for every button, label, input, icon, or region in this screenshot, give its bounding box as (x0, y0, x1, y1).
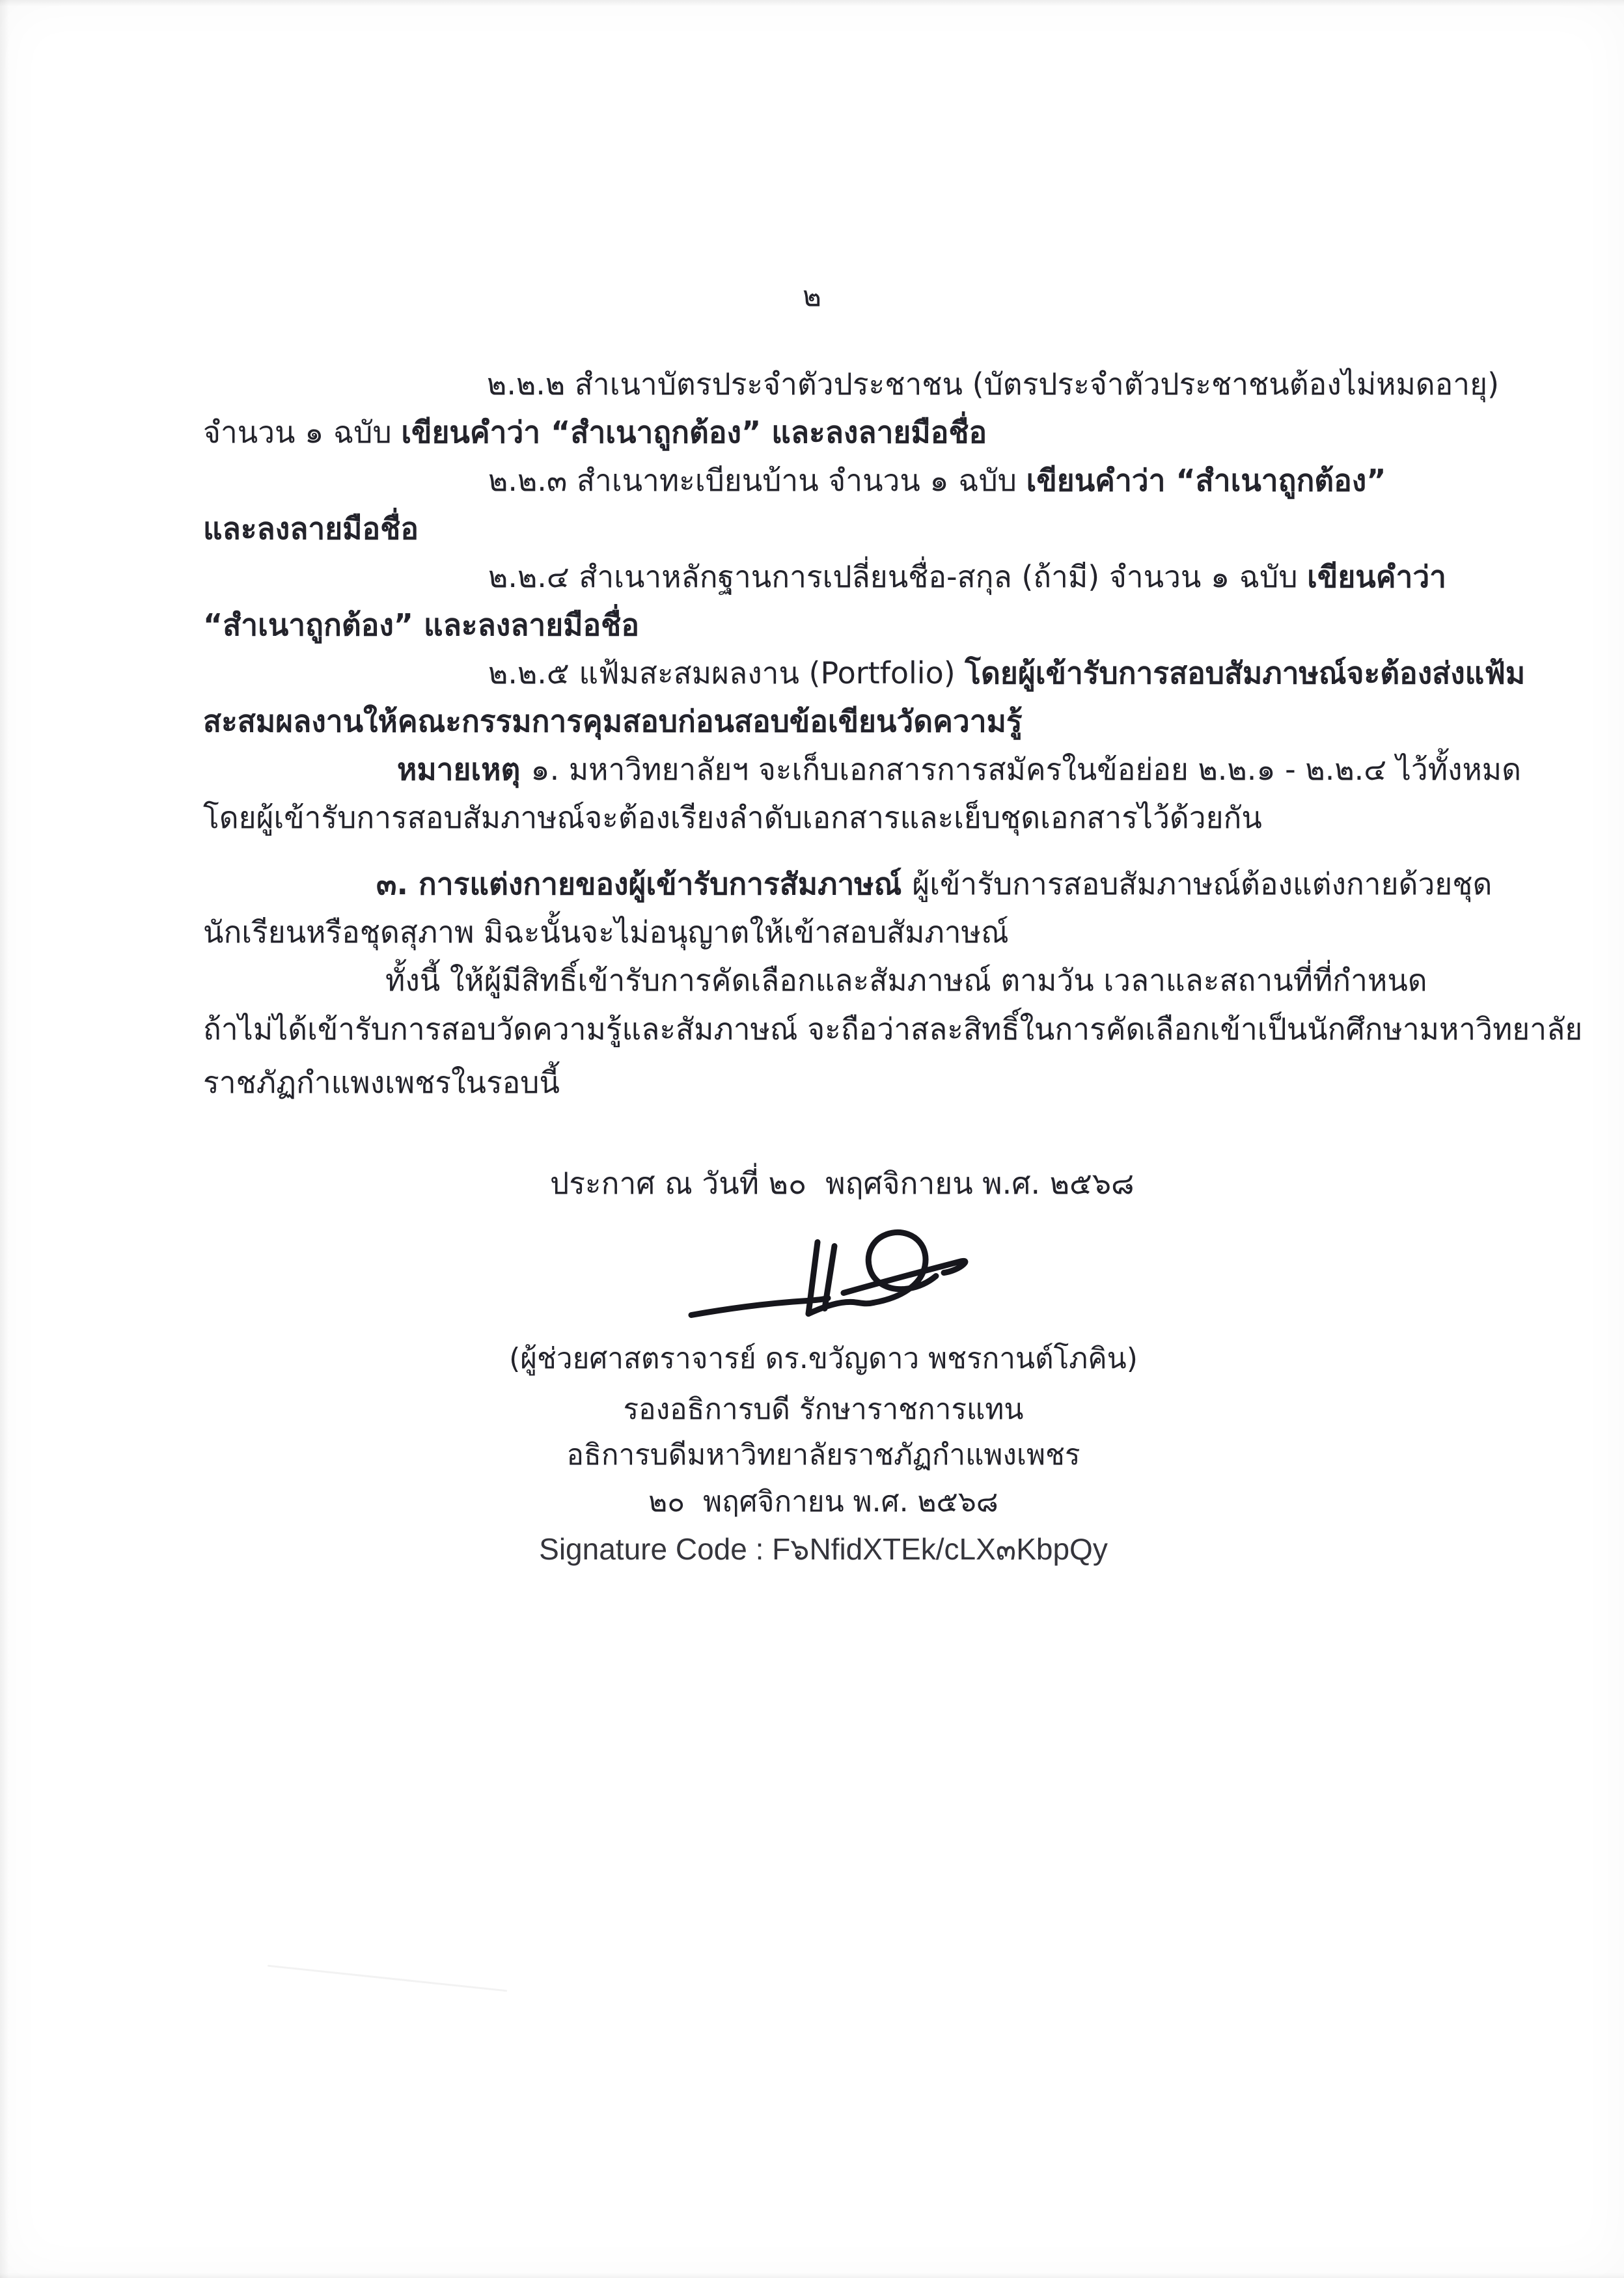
paper-crease-mark (268, 1965, 507, 1992)
text-segment-bold: ๓. การแต่งกายของผู้เข้ารับการสัมภาษณ์ (376, 866, 913, 901)
text-segment-bold: เขียนคำว่า “สำเนาถูกต้อง” (1026, 463, 1386, 498)
promulgation-date-line: ประกาศ ณ วันที่ ๒๐ พฤศจิกายน พ.ศ. ๒๕๖๘ (550, 1166, 1135, 1201)
doc-line-note (397, 751, 1521, 788)
text-segment: ผู้เข้ารับการสอบสัมภาษณ์ต้องแต่งกายด้วยชุด (912, 866, 1493, 901)
doc-line (203, 914, 1009, 950)
text-segment: โดยผู้เข้ารับการสอบสัมภาษณ์จะต้องเรียงลำดับเอกสารและเย็บชุดเอกสารไว้ด้วยกัน (203, 800, 1262, 835)
scan-edge-shadow-bottom (0, 2273, 1624, 2278)
scan-edge-shadow-top (0, 0, 1624, 7)
text-segment-bold: เขียนคำว่า (1307, 559, 1446, 594)
signature-date: ๒๐ พฤศจิกายน พ.ศ. ๒๕๖๘ (648, 1485, 998, 1518)
text-segment: ๒.๒.๒ สำเนาบัตรประจำตัวประชาชน (บัตรประจำตัวประชาชนต้องไม่หมดอายุ) (487, 366, 1500, 402)
text-segment: ๒.๒.๓ สำเนาทะเบียนบ้าน จำนวน ๑ ฉบับ (488, 463, 1026, 498)
doc-line (203, 1064, 560, 1101)
text-segment: นักเรียนหรือชุดสุภาพ มิฉะนั้นจะไม่อนุญาตให้เข้าสอบสัมภาษณ์ (203, 914, 1009, 950)
signature-code: Signature Code : F๖NfidXTEk/cLX๓KbpQy (539, 1532, 1108, 1566)
text-segment-bold: และลงลายมือชื่อ (203, 511, 419, 546)
scan-edge-shadow-left (0, 0, 9, 2278)
doc-line (203, 1011, 1582, 1047)
doc-line (203, 799, 1262, 836)
text-segment-bold: “สำเนาถูกต้อง” และลงลายมือชื่อ (203, 607, 640, 642)
text-segment: ๒.๒.๕ แฟ้มสะสมผลงาน (Portfolio) (488, 655, 965, 691)
text-segment: ราชภัฏกำแพงเพชรในรอบนี้ (203, 1065, 560, 1100)
doc-line-section-heading (376, 866, 1492, 902)
signatory-title-line2: อธิการบดีมหาวิทยาลัยราชภัฏกำแพงเพชร (566, 1438, 1080, 1472)
text-segment: ๒.๒.๔ สำเนาหลักฐานการเปลี่ยนชื่อ-สกุล (ถ้ามี) จำนวน ๑ ฉบับ (488, 559, 1308, 594)
doc-line (203, 607, 639, 643)
doc-line (203, 510, 419, 547)
text-segment-bold: หมายเหตุ (397, 752, 531, 787)
doc-line (488, 462, 1386, 499)
doc-line (203, 703, 1023, 739)
text-segment: ๑. มหาวิทยาลัยฯ จะเก็บเอกสารการสมัครในข้อย่อย ๒.๒.๑ - ๒.๒.๔ ไว้ทั้งหมด (530, 752, 1521, 787)
page-number: ๒ (802, 280, 821, 313)
text-segment: ถ้าไม่ได้เข้ารับการสอบวัดความรู้และสัมภาษณ์ จะถือว่าสละสิทธิ์ในการคัดเลือกเข้าเป็นนักศึกษามหาวิทยาลัย (203, 1011, 1583, 1047)
doc-line (488, 655, 1525, 691)
doc-line (203, 414, 987, 450)
doc-line (385, 962, 1427, 998)
text-segment: ทั้งนี้ ให้ผู้มีสิทธิ์เข้ารับการคัดเลือกและสัมภาษณ์ ตามวัน เวลาและสถานที่ที่กำหนด (385, 963, 1427, 998)
text-segment-bold: เขียนคำว่า “สำเนาถูกต้อง” และลงลายมือชื่อ (401, 415, 987, 450)
signatory-title-line1: รองอธิการบดี รักษาราชการแทน (623, 1393, 1024, 1426)
text-segment-bold: สะสมผลงานให้คณะกรรมการคุมสอบก่อนสอบข้อเขียนวัดความรู้ (203, 704, 1023, 739)
text-segment: จำนวน ๑ ฉบับ (203, 415, 402, 450)
doc-line (488, 558, 1446, 595)
signatory-name: (ผู้ช่วยศาสตราจารย์ ดร.ขวัญดาว พชรกานต์โภคิน) (509, 1342, 1138, 1375)
handwritten-signature-icon (683, 1212, 970, 1352)
text-segment-bold: โดยผู้เข้ารับการสอบสัมภาษณ์จะต้องส่งแฟ้ม (965, 655, 1526, 691)
doc-line (487, 366, 1499, 402)
